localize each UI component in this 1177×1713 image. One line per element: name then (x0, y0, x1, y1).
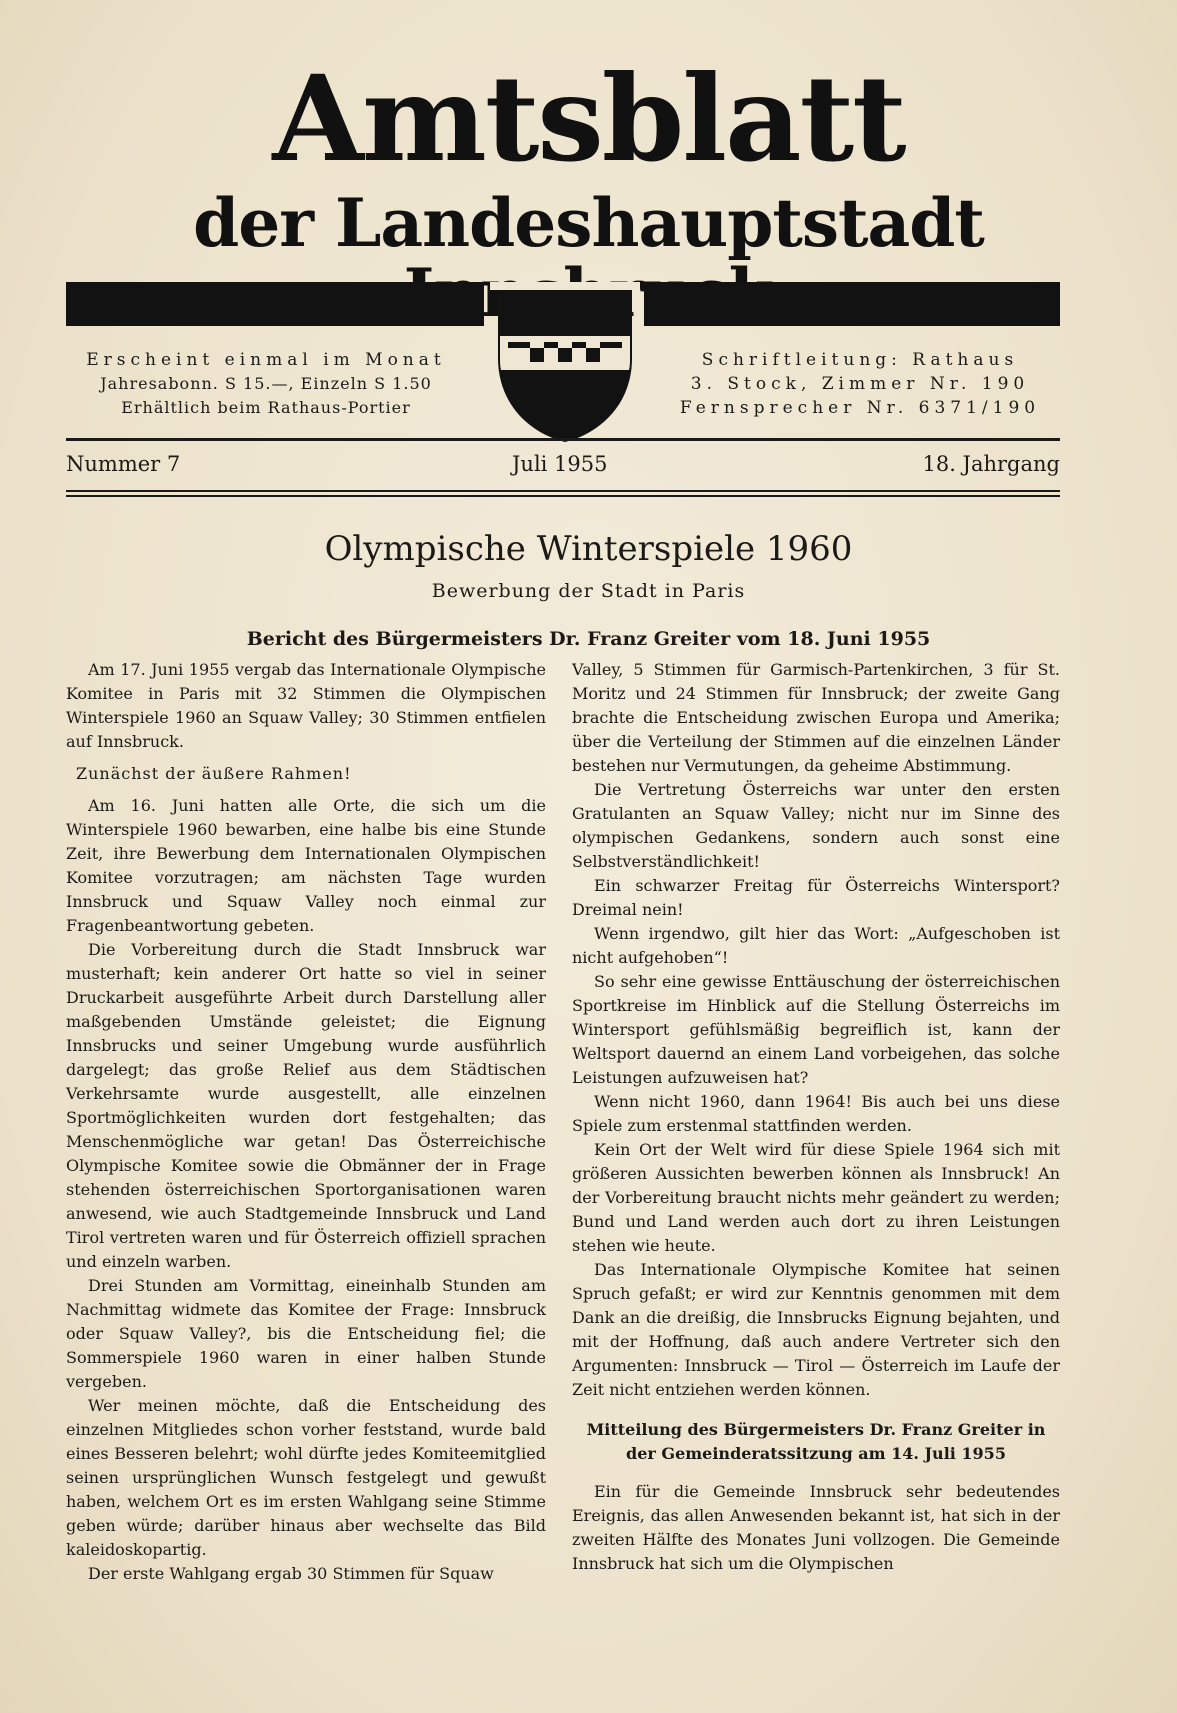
paragraph: Wer meinen möchte, daß die Entscheidung des einzelnen Mitgliedes schon vorher feststand, wurde bald eines Besseren belehrt; wohl dürfte jedes Komiteemitglied seinen ursprünglichen Wunsch festgelegt und gewußt haben, welchem Ort es im ersten Wahlgang seine Stimme geben würde; darüber hinaus aber wechselte das Bild kaleidoskopartig. (66, 1396, 546, 1559)
info-right-line-1: Schriftleitung: Rathaus (701, 350, 1019, 370)
report-title: Bericht des Bürgermeisters Dr. Franz Greiter vom 18. Juni 1955 (246, 628, 931, 650)
editorial-info (660, 348, 1060, 420)
announcement-heading-line-1: Mitteilung des Bürgermeisters Dr. Franz Greiter in (586, 1420, 1046, 1439)
rule-bottom-2 (66, 495, 1060, 497)
article-headline: Olympische Winterspiele 1960 (324, 529, 853, 569)
masthead-bar-left (66, 282, 484, 326)
announcement-heading (572, 1418, 1060, 1466)
paragraph: Das Internationale Olympische Komitee hat seinen Spruch gefaßt; er wird zur Kenntnis genommen mit dem Dank an die dreißig, die Innsbrucks Eignung bejahten, und mit der Hoffnung, daß auch andere Vertreter sich den Argumenten: Innsbruck — Tirol — Österreich im Laufe der Zeit nicht entziehen werden können. (572, 1260, 1060, 1399)
info-right-line-2: 3. Stock, Zimmer Nr. 190 (690, 374, 1030, 394)
masthead-bar-right (644, 282, 1060, 326)
paragraph: Am 17. Juni 1955 vergab das Internationale Olympische Komitee in Paris mit 32 Stimmen die Olympischen Winterspiele 1960 an Squaw Valley; 30 Stimmen entfielen auf Innsbruck. (66, 660, 546, 751)
info-left-line-1: Erscheint einmal im Monat (86, 350, 446, 370)
paragraph: Wenn irgendwo, gilt hier das Wort: „Aufgeschoben ist nicht aufgehoben“! (572, 924, 1060, 967)
section-heading: Zunächst der äußere Rahmen! (76, 764, 352, 783)
issue-line (66, 452, 1060, 484)
masthead-subtitle: der Landeshauptstadt (193, 184, 984, 262)
paragraph: Valley, 5 Stimmen für Garmisch-Partenkirchen, 3 für St. Moritz und 24 Stimmen für Innsbruck; der zweite Gang brachte die Entscheidung zwischen Europa und Amerika; über die Verteilung der Stimmen auf die einzelnen Länder bestehen nur Vermutungen, da geheime Abstimmung. (572, 660, 1060, 775)
info-left-line-2: Jahresabonn. S 15.—, Einzeln S 1.50 (100, 374, 432, 393)
rule-top (66, 438, 1060, 441)
rule-bottom-1 (66, 490, 1060, 492)
paragraph: Der erste Wahlgang ergab 30 Stimmen für Squaw (88, 1564, 494, 1583)
article-subheadline: Bewerbung der Stadt in Paris (431, 580, 746, 602)
coat-of-arms-icon (490, 278, 640, 444)
issue-volume: 18. Jahrgang (922, 452, 1060, 476)
paragraph: Die Vorbereitung durch die Stadt Innsbruck war musterhaft; kein anderer Ort hatte so viel in seiner Druckarbeit ausgeführte Arbeit durch Darstellung aller maßgebenden Umstände geleistet; die Eignung Innsbrucks und seiner Umgebung wurde ausführlich dargelegt; das große Relief aus dem Städtischen Verkehrsamte wurde ausgestellt, alle einzelnen Sportmöglichkeiten wurden dort festgehalten; das Menschenmögliche war getan! Das Österreichische Olympische Komitee sowie die Obmänner der in Frage stehenden österreichischen Sportorganisationen waren anwesend, wie auch Stadtgemeinde Innsbruck und Land Tirol vertreten waren und für Österreich offiziell sprachen und einzeln warben. (66, 940, 546, 1271)
paragraph: So sehr eine gewisse Enttäuschung der österreichischen Sportkreise im Hinblick auf die Stellung Österreichs im Wintersport gefühlsmäßig begreiflich ist, kann der Weltsport dauernd an einem Land vorbeigehen, das solche Leistungen aufzuweisen hat? (572, 972, 1060, 1087)
column-left (66, 658, 546, 1586)
paragraph: Drei Stunden am Vormittag, eineinhalb Stunden am Nachmittag widmete das Komitee der Frage: Innsbruck oder Squaw Valley?, bis die Entscheidung fiel; die Sommerspiele 1960 waren in einer halben Stunde vergeben. (66, 1276, 546, 1391)
info-right-line-3: Fernsprecher Nr. 6371/190 (679, 398, 1041, 418)
masthead-title: Amtsblatt (272, 49, 905, 188)
paragraph: Die Vertretung Österreichs war unter den ersten Gratulanten an Squaw Valley; nicht nur im Sinne des olympischen Gedankens, sondern auch sonst eine Selbstverständlichkeit! (572, 780, 1060, 871)
subscription-info (66, 348, 466, 420)
paragraph: Kein Ort der Welt wird für diese Spiele 1964 sich mit größeren Aussichten bewerben können als Innsbruck! An der Vorbereitung braucht nichts mehr geändert zu werden; Bund und Land werden auch dort zu ihren Leistungen stehen wie heute. (572, 1140, 1060, 1255)
info-left-line-3: Erhältlich beim Rathaus-Portier (121, 398, 411, 417)
paragraph: Ein für die Gemeinde Innsbruck sehr bedeutendes Ereignis, das allen Anwesenden bekannt ist, hat sich in der zweiten Hälfte des Monates Juni vollzogen. Die Gemeinde Innsbruck hat sich um die Olympischen (572, 1482, 1060, 1573)
announcement-heading-line-2: der Gemeinderatssitzung am 14. Juli 1955 (626, 1444, 1006, 1463)
issue-date: Juli 1955 (512, 452, 608, 476)
paragraph: Ein schwarzer Freitag für Österreichs Wintersport? Dreimal nein! (572, 876, 1060, 919)
paragraph: Wenn nicht 1960, dann 1964! Bis auch bei uns diese Spiele zum erstenmal stattfinden werden. (572, 1092, 1060, 1135)
column-right (572, 658, 1060, 1576)
issue-number: Nummer 7 (66, 452, 181, 476)
paragraph: Am 16. Juni hatten alle Orte, die sich um die Winterspiele 1960 bewarben, eine halbe bis eine Stunde Zeit, ihre Bewerbung dem Internationalen Olympischen Komitee vorzutragen; am nächsten Tage wurden Innsbruck und Squaw Valley noch einmal zur Fragenbeantwortung gebeten. (66, 796, 546, 935)
